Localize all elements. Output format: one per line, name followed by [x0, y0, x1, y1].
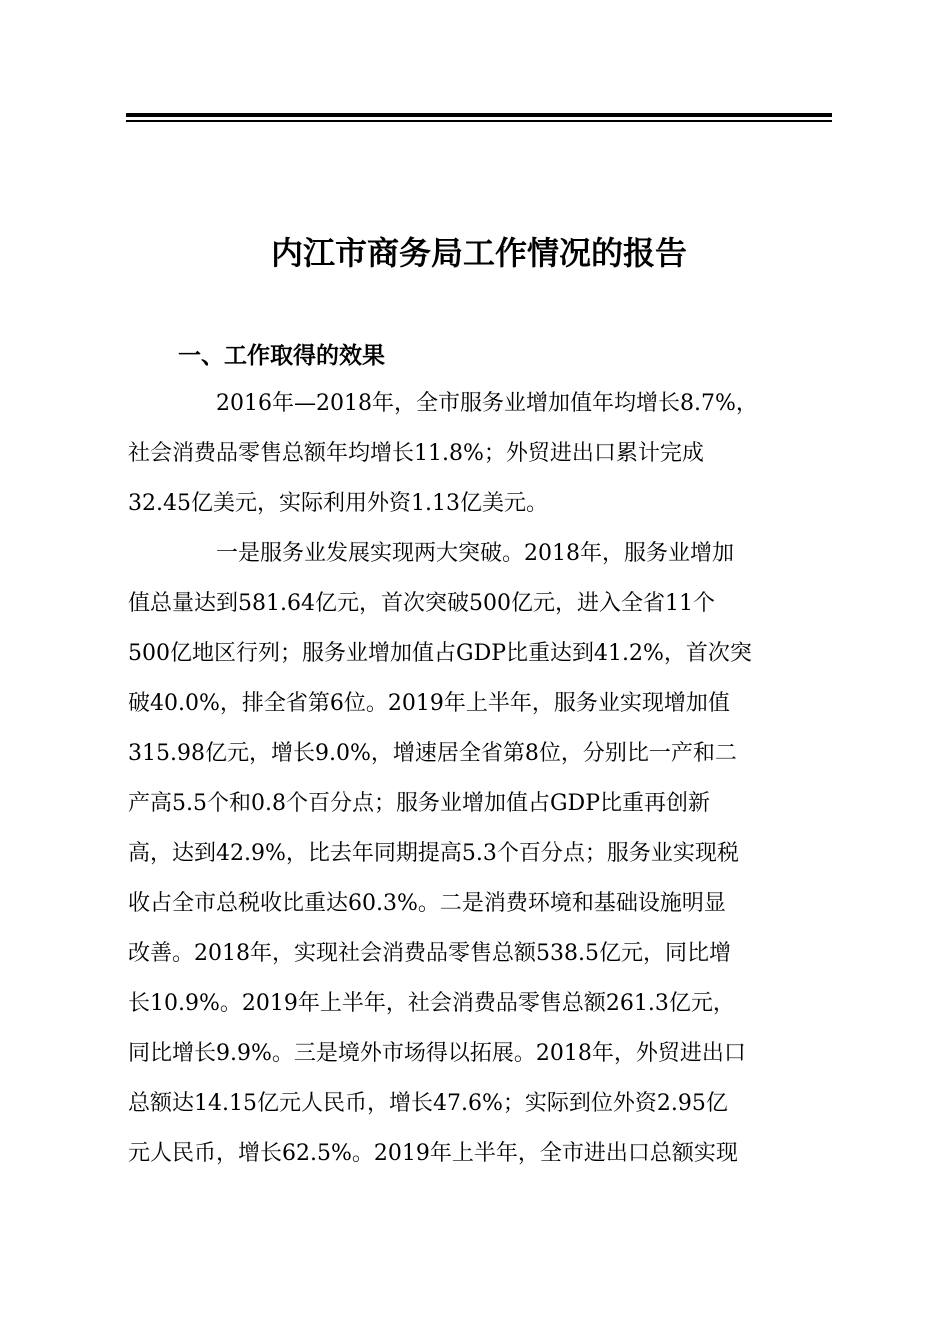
- document-title: 内江市商务局工作情况的报告: [270, 234, 687, 272]
- paragraph-line: 315.98亿元，增长9.0%，增速居全省第8位，分别比一产和二: [128, 741, 737, 766]
- paragraph-line: 值总量达到581.64亿元，首次突破500亿元，进入全省11个: [128, 591, 715, 616]
- paragraph-line: 总额达14.15亿元人民币，增长47.6%；实际到位外资2.95亿: [128, 1091, 728, 1116]
- paragraph-line: 2016年—2018年，全市服务业增加值年均增长8.7%，: [216, 391, 758, 416]
- paragraph-line: 500亿地区行列；服务业增加值占GDP比重达到41.2%，首次突: [128, 641, 752, 666]
- paragraph-line: 产高5.5个和0.8个百分点；服务业增加值占GDP比重再创新: [128, 791, 710, 816]
- paragraph-line: 破40.0%，排全省第6位。2019年上半年，服务业实现增加值: [128, 691, 730, 716]
- paragraph-line: 同比增长9.9%。三是境外市场得以拓展。2018年，外贸进出口: [128, 1041, 746, 1066]
- paragraph-line: 高，达到42.9%，比去年同期提高5.3个百分点；服务业实现税: [128, 841, 739, 866]
- paragraph-line: 长10.9%。2019年上半年，社会消费品零售总额261.3亿元，: [128, 991, 735, 1016]
- section-heading: 一、工作取得的效果: [178, 343, 385, 369]
- header-rule-thin: [126, 120, 832, 122]
- paragraph-line: 改善。2018年，实现社会消费品零售总额538.5亿元，同比增: [128, 941, 731, 966]
- paragraph-line: 元人民币，增长62.5%。2019年上半年，全市进出口总额实现: [128, 1141, 738, 1166]
- paragraph-line: 社会消费品零售总额年均增长11.8%；外贸进出口累计完成: [128, 441, 704, 466]
- paragraph-line: 32.45亿美元，实际利用外资1.13亿美元。: [128, 491, 548, 516]
- paragraph-line: 收占全市总税收比重达60.3%。二是消费环境和基础设施明显: [128, 891, 726, 916]
- header-rule-thick: [126, 113, 832, 117]
- paragraph-line: 一是服务业发展实现两大突破。2018年，服务业增加: [216, 541, 734, 566]
